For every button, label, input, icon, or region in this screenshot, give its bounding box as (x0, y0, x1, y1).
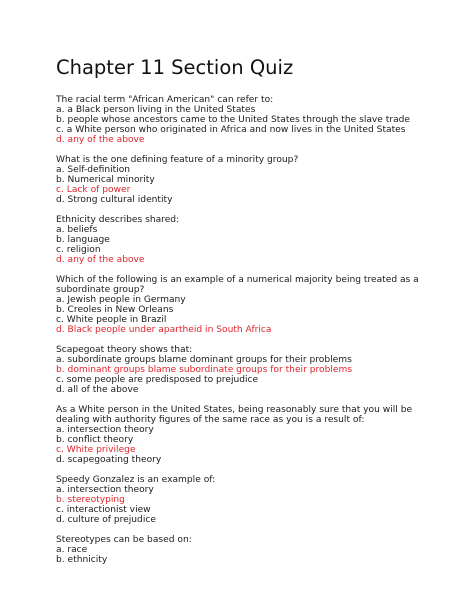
correct-answer-option: d. any of the above (56, 255, 145, 265)
question-prompt: What is the one defining feature of a minority group? (56, 155, 299, 165)
question-2 (56, 155, 454, 205)
question-7 (56, 475, 454, 525)
answer-option: a. race (56, 545, 88, 555)
correct-answer-option: d. any of the above (56, 135, 145, 145)
question-prompt: subordinate group? (56, 285, 145, 295)
answer-option: a. Self-definition (56, 165, 131, 175)
answer-option: a. subordinate groups blame dominant groups for their problems (56, 355, 352, 365)
question-6 (56, 405, 454, 465)
answer-option: b. people whose ancestors came to the United States through the slave trade (56, 115, 411, 125)
correct-answer-option: c. White privilege (56, 445, 136, 455)
correct-answer-option: d. Black people under apartheid in South Africa (56, 325, 272, 335)
answer-option: d. Strong cultural identity (56, 195, 173, 205)
question-3 (56, 215, 454, 265)
answer-option: a. Jewish people in Germany (56, 295, 186, 305)
question-5 (56, 345, 454, 395)
question-prompt: Scapegoat theory shows that: (56, 345, 193, 355)
question-prompt: Ethnicity describes shared: (56, 215, 180, 225)
answer-option: a. a Black person living in the United States (56, 105, 256, 115)
question-prompt: Stereotypes can be based on: (56, 535, 192, 545)
answer-option: c. White people in Brazil (56, 315, 167, 325)
question-prompt: Which of the following is an example of a numerical majority being treated as a (56, 275, 419, 285)
question-4 (56, 275, 454, 335)
correct-answer-option: b. stereotyping (56, 495, 125, 505)
question-prompt: As a White person in the United States, being reasonably sure that you will be (56, 405, 413, 415)
answer-option: b. Creoles in New Orleans (56, 305, 174, 315)
page-title: Chapter 11 Section Quiz (56, 56, 294, 79)
question-prompt: dealing with authority figures of the same race as you is a result of: (56, 415, 365, 425)
answer-option: d. scapegoating theory (56, 455, 162, 465)
answer-option: c. a White person who originated in Africa and now lives in the United States (56, 125, 406, 135)
answer-option: d. all of the above (56, 385, 139, 395)
correct-answer-option: b. dominant groups blame subordinate groups for their problems (56, 365, 353, 375)
answer-option: a. beliefs (56, 225, 98, 235)
answer-option: a. intersection theory (56, 425, 154, 435)
answer-option: c. some people are predisposed to prejudice (56, 375, 259, 385)
question-prompt: The racial term "African American" can refer to: (56, 95, 274, 105)
question-8 (56, 535, 454, 565)
answer-option: c. interactionist view (56, 505, 151, 515)
answer-option: b. ethnicity (56, 555, 108, 565)
answer-option: b. language (56, 235, 110, 245)
question-prompt: Speedy Gonzalez is an example of: (56, 475, 216, 485)
answer-option: b. Numerical minority (56, 175, 155, 185)
answer-option: d. culture of prejudice (56, 515, 156, 525)
question-1 (56, 95, 454, 145)
correct-answer-option: c. Lack of power (56, 185, 131, 195)
answer-option: c. religion (56, 245, 101, 255)
answer-option: a. intersection theory (56, 485, 154, 495)
answer-option: b. conflict theory (56, 435, 134, 445)
